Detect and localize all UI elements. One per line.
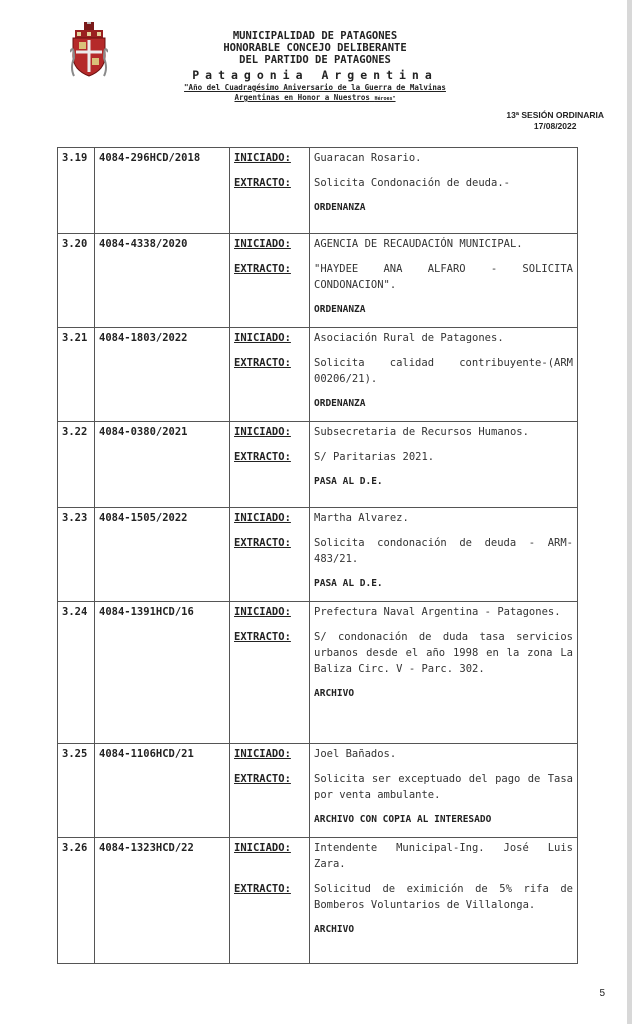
field-labels [230,508,310,602]
field-values [310,328,578,422]
header-motto-1: "Año del Cuadragésimo Aniversario de la Guerra de Malvinas [184,83,446,92]
field-labels [230,234,310,328]
resolution: ARCHIVO [314,924,355,935]
expediente-number: 4084-1803/2022 [95,328,230,422]
extracto-value: Solicita ser exceptuado del pago de Tasa por venta ambulante. [314,773,573,801]
table-row [58,422,578,508]
value-spacer [314,346,573,355]
field-values [310,234,578,328]
item-number: 3.21 [58,328,95,422]
table-row [58,508,578,602]
item-number: 3.19 [58,148,95,234]
item-number: 3.24 [58,602,95,744]
field-labels [230,838,310,964]
header-line-1: MUNICIPALIDAD DE PATAGONES [232,30,398,42]
header-motto-2 [140,93,490,104]
item-number: 3.22 [58,422,95,508]
table-row [58,234,578,328]
iniciado-value: Prefectura Naval Argentina - Patagones. [314,606,561,618]
extracto-label: EXTRACTO: [234,631,291,643]
iniciado-label: INICIADO: [234,512,291,524]
label-spacer [234,856,305,881]
expediente-number: 4084-4338/2020 [95,234,230,328]
label-spacer [234,440,305,449]
extracto-value: Solicitud de eximición de 5% rifa de Bomberos Voluntarios de Villalonga. [314,883,573,911]
extracto-label: EXTRACTO: [234,451,291,463]
field-values [310,422,578,508]
header-line-4: Patagonia Argentina [192,68,438,82]
iniciado-value: Asociación Rural de Patagones. [314,332,504,344]
extracto-value: S/ condonación de duda tasa servicios urbanos desde el año 1998 en la zona La Baliza Circ. V - Parc. 302. [314,631,573,675]
iniciado-value: Martha Alvarez. [314,512,409,524]
iniciado-label: INICIADO: [234,426,291,438]
item-number: 3.20 [58,234,95,328]
value-spacer [314,252,573,261]
value-spacer [314,762,573,771]
field-values [310,838,578,964]
iniciado-label: INICIADO: [234,842,291,854]
field-labels [230,602,310,744]
field-values [310,602,578,744]
header-line-3: DEL PARTIDO DE PATAGONES [239,54,391,66]
extracto-value: Solicita condonación de deuda - ARM-483/21. [314,537,573,565]
header-line-2: HONORABLE CONCEJO DELIBERANTE [223,42,407,54]
municipal-crest-icon [70,22,108,78]
extracto-label: EXTRACTO: [234,263,291,275]
resolution: ORDENANZA [314,398,366,409]
label-spacer [234,166,305,175]
extracto-value: S/ Paritarias 2021. [314,451,435,463]
agenda-table [57,147,578,964]
item-number: 3.23 [58,508,95,602]
iniciado-label: INICIADO: [234,748,291,760]
label-spacer [234,526,305,535]
table-row [58,744,578,838]
expediente-number: 4084-1505/2022 [95,508,230,602]
iniciado-value: AGENCIA DE RECAUDACIÓN MUNICIPAL. [314,238,523,250]
table-row [58,328,578,422]
value-spacer [314,526,573,535]
iniciado-value: Guaracan Rosario. [314,152,422,164]
field-labels [230,744,310,838]
extracto-label: EXTRACTO: [234,537,291,549]
session-title: 13ª SESIÓN ORDINARIA [506,110,604,120]
extracto-label: EXTRACTO: [234,357,291,369]
field-labels [230,148,310,234]
extracto-label: EXTRACTO: [234,883,291,895]
field-values [310,148,578,234]
session-info [506,110,604,132]
extracto-value: "HAYDEE ANA ALFARO - SOLICITA CONDONACION". [314,263,573,291]
field-labels [230,328,310,422]
extracto-value: Solicita calidad contribuyente-(ARM 00206/21). [314,357,573,385]
iniciado-value: Joel Bañados. [314,748,397,760]
resolution: ARCHIVO CON COPIA AL INTERESADO [314,814,492,825]
iniciado-value: Intendente Municipal-Ing. José Luis Zara. [314,842,573,870]
expediente-number: 4084-296HCD/2018 [95,148,230,234]
resolution: ORDENANZA [314,202,366,213]
resolution: ARCHIVO [314,688,355,699]
item-number: 3.26 [58,838,95,964]
item-number: 3.25 [58,744,95,838]
expediente-number: 4084-1323HCD/22 [95,838,230,964]
field-values [310,744,578,838]
expediente-number: 4084-0380/2021 [95,422,230,508]
iniciado-label: INICIADO: [234,606,291,618]
field-labels [230,422,310,508]
table-row [58,148,578,234]
page-number: 5 [599,988,605,999]
header-motto-2-small: Héroes" [374,96,396,102]
value-spacer [314,166,573,175]
field-values [310,508,578,602]
label-spacer [234,620,305,629]
label-spacer [234,252,305,261]
expediente-number: 4084-1106HCD/21 [95,744,230,838]
header-motto-2-text: Argentinas en Honor a Nuestros [234,93,370,102]
resolution: ORDENANZA [314,304,366,315]
value-spacer [314,872,573,881]
extracto-value: Solicita Condonación de deuda.- [314,177,510,189]
table-row [58,838,578,964]
iniciado-label: INICIADO: [234,238,291,250]
label-spacer [234,762,305,771]
iniciado-label: INICIADO: [234,152,291,164]
resolution: PASA AL D.E. [314,476,383,487]
page-edge [627,0,632,1024]
table-row [58,602,578,744]
session-date: 17/08/2022 [533,121,577,131]
value-spacer [314,440,573,449]
resolution: PASA AL D.E. [314,578,383,589]
label-spacer [234,346,305,355]
extracto-label: EXTRACTO: [234,773,291,785]
iniciado-value: Subsecretaria de Recursos Humanos. [314,426,529,438]
extracto-label: EXTRACTO: [234,177,291,189]
iniciado-label: INICIADO: [234,332,291,344]
value-spacer [314,620,573,629]
expediente-number: 4084-1391HCD/16 [95,602,230,744]
